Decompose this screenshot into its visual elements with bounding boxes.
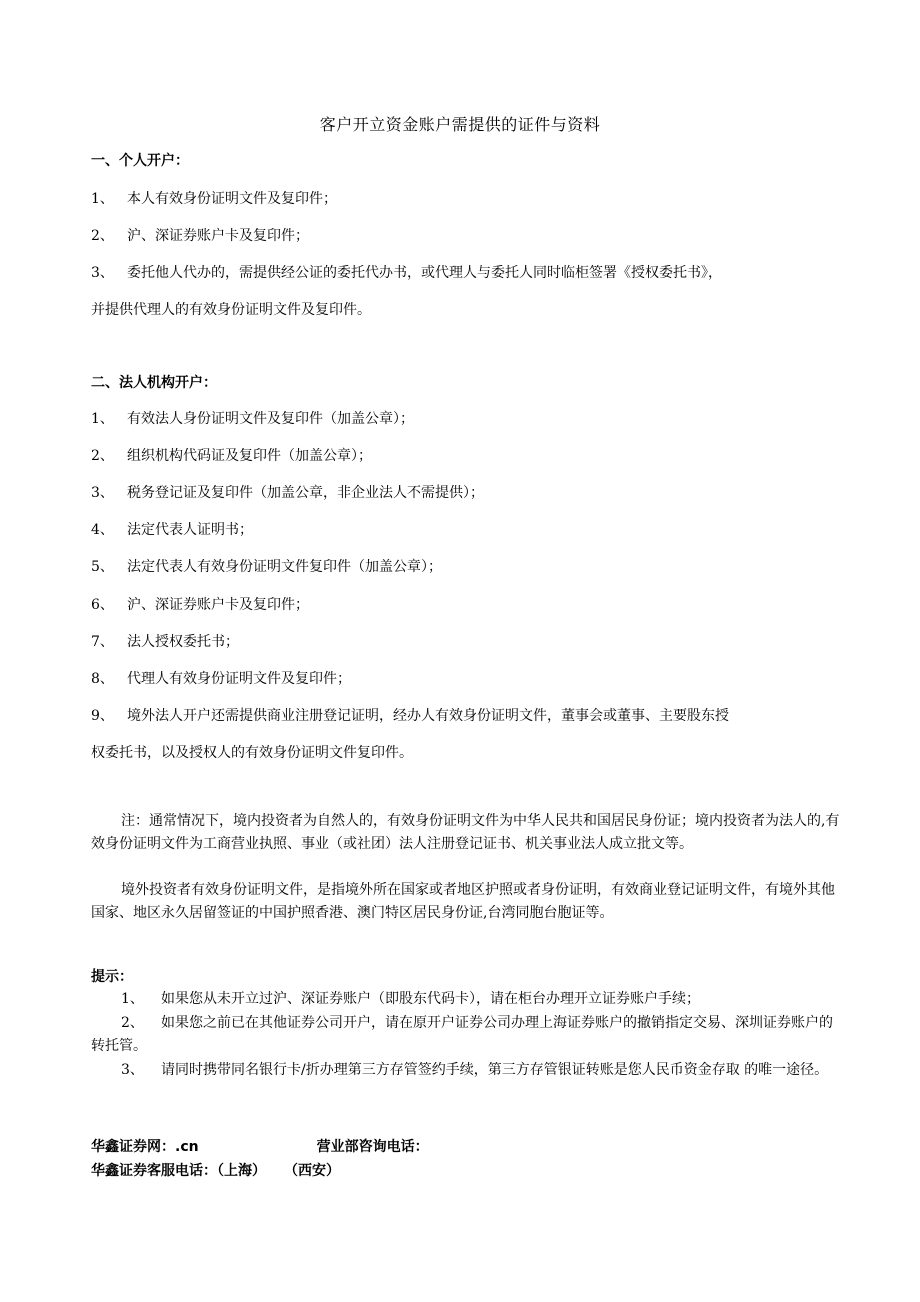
item-text: 沪、深证券账户卡及复印件； (127, 228, 309, 244)
note-paragraph (91, 879, 841, 924)
list-item (91, 408, 851, 428)
tip-number: 2、 (121, 1015, 144, 1031)
list-item (91, 188, 851, 208)
tip-text: 如果您之前已在其他证券公司开户，请在原开户证券公司办理上海证券账户的撤销指定交易、深圳证券账户的转托管。 (91, 1015, 833, 1054)
note-paragraph (91, 810, 841, 855)
item-text: 有效法人身份证明文件及复印件（加盖公章）； (127, 411, 414, 427)
branch-phone-label: 营业部咨询电话： (316, 1139, 429, 1155)
tip-item (91, 1059, 841, 1082)
section-heading-corporate: 二、法人机构开户： (91, 375, 217, 391)
item-text: 法人授权委托书； (127, 634, 239, 650)
tip-text: 请同时携带同名银行卡/折办理第三方存管签约手续，第三方存管银证转账是您人民币资金存取 的唯一途径。 (161, 1062, 829, 1078)
item-number: 3、 (91, 265, 114, 281)
footer-line-2 (91, 1160, 340, 1180)
document-title: 客户开立资金账户需提供的证件与资料 (319, 115, 601, 134)
item-number: 6、 (91, 597, 114, 613)
item-number: 9、 (91, 708, 114, 724)
item-number: 2、 (91, 228, 114, 244)
tip-text: 如果您从未开立过沪、深证券账户（即股东代码卡），请在柜台办理开立证券账户手续； (161, 991, 700, 1007)
item-text: 法定代表人证明书； (127, 522, 253, 538)
item-text: 委托他人代办的，需提供经公证的委托代办书，或代理人与委托人同时临柜签署《授权委托书》， (127, 265, 722, 281)
footer-line-1 (91, 1136, 429, 1156)
list-item (91, 262, 851, 282)
list-item (91, 556, 851, 576)
list-item (91, 225, 851, 245)
item-text: 法定代表人有效身份证明文件复印件（加盖公章）； (127, 559, 442, 575)
list-item (91, 631, 851, 651)
item-text: 组织机构代码证及复印件（加盖公章）； (127, 448, 372, 464)
item-continuation: 并提供代理人的有效身份证明文件及复印件。 (91, 302, 371, 318)
item-text: 本人有效身份证明文件及复印件； (127, 191, 337, 207)
tips-heading: 提示： (91, 969, 133, 985)
item-number: 2、 (91, 448, 114, 464)
list-item (91, 668, 851, 688)
tip-item (91, 988, 841, 1011)
list-item (91, 705, 851, 725)
item-number: 4、 (91, 522, 114, 538)
item-number: 1、 (91, 191, 114, 207)
item-text: 沪、深证券账户卡及复印件； (127, 597, 309, 613)
tip-number: 1、 (121, 991, 144, 1007)
website-label: 华鑫证券网：.cn (91, 1139, 199, 1155)
xian-label: （西安） (284, 1163, 340, 1179)
item-continuation: 权委托书，以及授权人的有效身份证明文件复印件。 (91, 745, 413, 761)
note-text: 境外投资者有效身份证明文件，是指境外所在国家或者地区护照或者身份证明，有效商业登记证明文件，有境外其他国家、地区永久居留签证的中国护照香港、澳门特区居民身份证,台湾同胞台胞证等。 (91, 882, 835, 921)
tip-item (91, 1012, 841, 1057)
section-heading-personal: 一、个人开户： (91, 153, 189, 169)
item-text: 境外法人开户还需提供商业注册登记证明，经办人有效身份证明文件，董事会或董事、主要股东授 (127, 708, 729, 724)
list-item (91, 519, 851, 539)
item-number: 5、 (91, 559, 114, 575)
list-item (91, 445, 851, 465)
list-item (91, 594, 851, 614)
item-number: 3、 (91, 485, 114, 501)
tip-number: 3、 (121, 1062, 144, 1078)
item-number: 1、 (91, 411, 114, 427)
note-text: 注：通常情况下，境内投资者为自然人的，有效身份证明文件为中华人民共和国居民身份证；境内投资者为法人的,有效身份证明文件为工商营业执照、事业（或社团）法人注册登记证书、机关事业法人成立批文等。 (91, 813, 840, 852)
list-item (91, 482, 851, 502)
item-number: 7、 (91, 634, 114, 650)
item-number: 8、 (91, 671, 114, 687)
service-phone-label: 华鑫证券客服电话：（上海） (91, 1163, 266, 1179)
item-text: 税务登记证及复印件（加盖公章，非企业法人不需提供）； (127, 485, 484, 501)
item-text: 代理人有效身份证明文件及复印件； (127, 671, 351, 687)
